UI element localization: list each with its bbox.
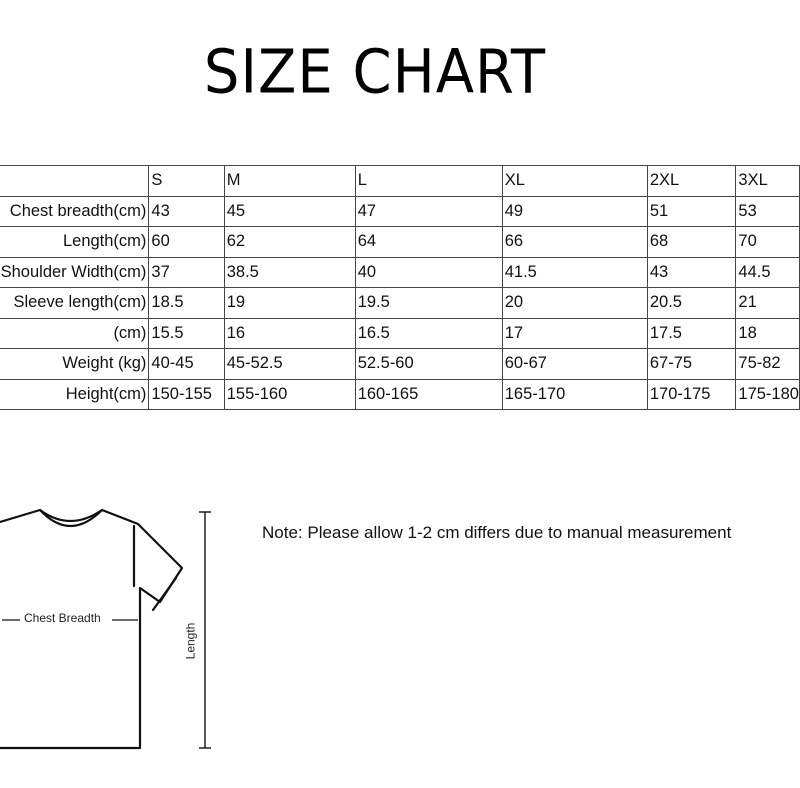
table-header-cell: S bbox=[149, 166, 224, 197]
table-cell: 64 bbox=[355, 227, 502, 258]
table-cell: 45 bbox=[224, 196, 355, 227]
table-cell: 43 bbox=[149, 196, 224, 227]
table-cell: 20.5 bbox=[647, 288, 736, 319]
table-cell: 68 bbox=[647, 227, 736, 258]
table-cell: 49 bbox=[502, 196, 647, 227]
table-row bbox=[0, 318, 800, 349]
table-header-cell: M bbox=[224, 166, 355, 197]
table-header-row bbox=[0, 166, 800, 197]
page-title: SIZE CHART bbox=[203, 37, 547, 108]
table-cell: 19 bbox=[224, 288, 355, 319]
table-row bbox=[0, 196, 800, 227]
table-cell: 16.5 bbox=[355, 318, 502, 349]
table-cell: 41.5 bbox=[502, 257, 647, 288]
table-header-cell: L bbox=[355, 166, 502, 197]
table-cell: 150-155 bbox=[149, 379, 224, 410]
table-row bbox=[0, 257, 800, 288]
table-cell: 45-52.5 bbox=[224, 349, 355, 380]
table-cell: 20 bbox=[502, 288, 647, 319]
row-label: Shoulder Width(cm) bbox=[0, 257, 149, 288]
size-table-wrapper bbox=[0, 165, 800, 425]
table-cell: 75-82 bbox=[736, 349, 800, 380]
table-cell: 21 bbox=[736, 288, 800, 319]
table-cell: 47 bbox=[355, 196, 502, 227]
table-cell: 62 bbox=[224, 227, 355, 258]
table-cell: 175-180 bbox=[736, 379, 800, 410]
row-label: (cm) bbox=[0, 318, 149, 349]
table-cell: 18.5 bbox=[149, 288, 224, 319]
length-label: Length bbox=[183, 622, 198, 660]
table-cell: 70 bbox=[736, 227, 800, 258]
table-cell: 52.5-60 bbox=[355, 349, 502, 380]
table-cell: 38.5 bbox=[224, 257, 355, 288]
table-cell: 51 bbox=[647, 196, 736, 227]
size-chart-table bbox=[0, 165, 800, 410]
table-row bbox=[0, 288, 800, 319]
table-cell: 160-165 bbox=[355, 379, 502, 410]
table-cell: 155-160 bbox=[224, 379, 355, 410]
tshirt-diagram bbox=[0, 490, 230, 770]
table-cell: 19.5 bbox=[355, 288, 502, 319]
measurement-note: Note: Please allow 1-2 cm differs due to manual measurement bbox=[262, 523, 732, 542]
table-cell: 60-67 bbox=[502, 349, 647, 380]
table-header-cell: XL bbox=[502, 166, 647, 197]
table-row bbox=[0, 227, 800, 258]
table-cell: 53 bbox=[736, 196, 800, 227]
table-cell: 18 bbox=[736, 318, 800, 349]
row-label: Length(cm) bbox=[0, 227, 149, 258]
table-cell: 16 bbox=[224, 318, 355, 349]
table-header-cell: 3XL bbox=[736, 166, 800, 197]
chest-breadth-label: Chest Breadth bbox=[24, 611, 101, 625]
table-cell: 165-170 bbox=[502, 379, 647, 410]
table-cell: 17.5 bbox=[647, 318, 736, 349]
table-cell: 44.5 bbox=[736, 257, 800, 288]
table-cell: 40-45 bbox=[149, 349, 224, 380]
table-cell: 40 bbox=[355, 257, 502, 288]
table-cell: 66 bbox=[502, 227, 647, 258]
row-label: Chest breadth(cm) bbox=[0, 196, 149, 227]
table-row bbox=[0, 379, 800, 410]
row-label: Weight (kg) bbox=[0, 349, 149, 380]
table-cell: 37 bbox=[149, 257, 224, 288]
table-header-cell bbox=[0, 166, 149, 197]
table-row bbox=[0, 349, 800, 380]
table-cell: 43 bbox=[647, 257, 736, 288]
table-cell: 15.5 bbox=[149, 318, 224, 349]
table-cell: 17 bbox=[502, 318, 647, 349]
table-cell: 60 bbox=[149, 227, 224, 258]
row-label: Height(cm) bbox=[0, 379, 149, 410]
table-header-cell: 2XL bbox=[647, 166, 736, 197]
row-label: Sleeve length(cm) bbox=[0, 288, 149, 319]
table-cell: 170-175 bbox=[647, 379, 736, 410]
table-cell: 67-75 bbox=[647, 349, 736, 380]
